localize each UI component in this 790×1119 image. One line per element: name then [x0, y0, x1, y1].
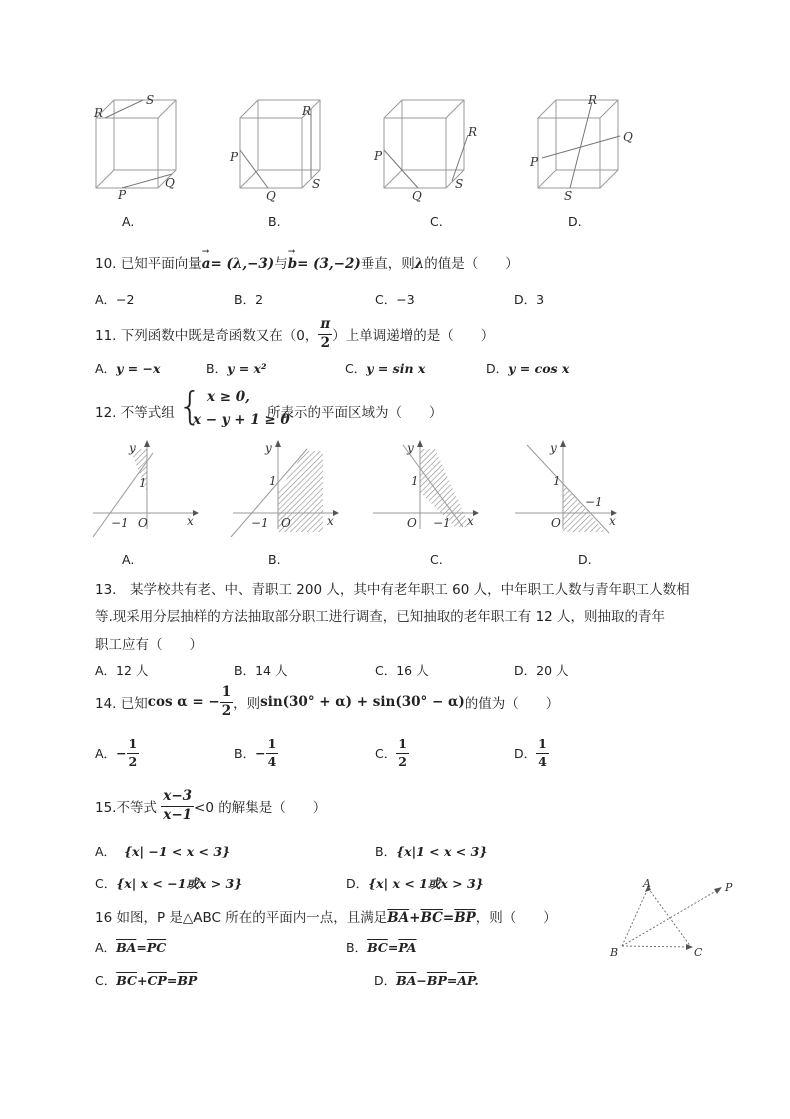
- q12-a-origin: O: [138, 516, 148, 530]
- q12-b-x-label: x: [327, 514, 334, 528]
- q16-option-a[interactable]: A．$\overline{BA}=\overline{PC}$: [95, 940, 167, 955]
- q12-b-y-label: y: [265, 441, 272, 455]
- q12-option-a[interactable]: A.: [122, 552, 135, 567]
- q13-option-d[interactable]: D．20 人: [514, 663, 569, 678]
- q13-line3: 职工应有（ ）: [95, 637, 203, 653]
- q9-option-d[interactable]: D.: [568, 214, 582, 229]
- q16-option-b[interactable]: B．$\overline{BC}=\overline{PA}$: [346, 940, 417, 955]
- q12-a-one: 1: [139, 476, 147, 490]
- q12-c-one: 1: [411, 474, 419, 488]
- q14-text-mid: ，则: [233, 696, 261, 712]
- q12-b-one: 1: [269, 474, 277, 488]
- cube-c: [384, 100, 468, 188]
- q11-option-d[interactable]: D．y = cos x: [486, 361, 570, 376]
- q14-stem: [95, 686, 559, 718]
- q10-lambda: λ: [414, 256, 425, 272]
- q11-text-post: ）上单调递增的是（ ）: [332, 328, 495, 344]
- q16-vec-ba: $\overline{BA}$: [387, 910, 410, 926]
- q10-vec-a: → a= (λ,−3): [201, 247, 275, 272]
- q9-figures: [80, 88, 660, 203]
- q11-option-c[interactable]: C．y = sin x: [345, 361, 426, 376]
- q9-option-c[interactable]: C.: [430, 214, 443, 229]
- q15-fraction: $\frac{x-3}{x-1}$: [163, 788, 193, 823]
- q13-line2: 等.现采用分层抽样的方法抽取部分职工进行调查，已知抽取的老年职工有 12 人，则抽取的青年: [95, 609, 666, 625]
- q14-expr: sin(30° + α) + sin(30° − α): [260, 694, 465, 710]
- q12-figures: [85, 437, 625, 537]
- q16-vec-bc: $\overline{BC}$: [420, 910, 443, 926]
- cube-c-label-s: S: [455, 177, 464, 191]
- q9-option-a[interactable]: A.: [122, 214, 135, 229]
- arrow-p-icon: [714, 887, 722, 894]
- q11-text-pre: 11. 下列函数中既是奇函数又在（0，: [95, 328, 319, 344]
- q15-option-a[interactable]: A． {x| −1 < x < 3}: [95, 844, 231, 859]
- cube-d-label-q: Q: [623, 130, 633, 144]
- q16-fig-label-b: B: [610, 946, 619, 959]
- q15-option-b[interactable]: B．{x|1 < x < 3}: [375, 844, 488, 859]
- q12-a-x-label: x: [187, 514, 194, 528]
- q14-cos-expr: cos α = −: [147, 694, 220, 710]
- q12-b-neg-one: −1: [251, 516, 269, 530]
- q10-vec-b: → b= (3,−2): [287, 247, 361, 272]
- cube-b-label-s: S: [312, 177, 321, 191]
- q10-option-a[interactable]: A．−2: [95, 292, 135, 307]
- q13-line1: 13. 某学校共有老、中、青职工 200 人，其中有老年职工 60 人，中年职工人数与青年职工人数相: [95, 582, 690, 598]
- q12-graph-a: [93, 440, 199, 537]
- q12-d-y-label: y: [550, 441, 557, 455]
- cube-c-label-q: Q: [412, 189, 422, 203]
- q16-fig-label-a: A: [643, 877, 651, 890]
- q16-fig-label-p: P: [725, 881, 733, 894]
- q12-option-d[interactable]: D.: [578, 552, 592, 567]
- q12-d-neg-one: −1: [585, 495, 603, 509]
- arrow-c-icon: [686, 944, 693, 950]
- q13-option-a[interactable]: A．12 人: [95, 663, 149, 678]
- cube-d-label-p: P: [530, 155, 539, 169]
- q12-line2: x − y + 1 ≥ 0: [193, 412, 290, 428]
- q10-number: 10.: [95, 256, 117, 272]
- cube-c-label-r: R: [468, 125, 478, 139]
- q10-text-post2: 的值是（ ）: [424, 256, 519, 272]
- q16-eq: =: [442, 910, 455, 926]
- cube-b-label-q: Q: [266, 189, 276, 203]
- q16-text-pre: 16 如图，P 是△ABC 所在的平面内一点，且满足: [95, 910, 388, 926]
- cube-b-label-r: R: [302, 104, 312, 118]
- cube-a-label-q: Q: [165, 176, 175, 190]
- q12-c-y-label: y: [407, 441, 414, 455]
- q12-d-x-label: x: [609, 514, 616, 528]
- q12-c-x-label: x: [467, 514, 474, 528]
- q10-text-mid: 与: [274, 256, 288, 272]
- q16-fig-label-c: C: [694, 946, 703, 959]
- q12-d-origin: O: [551, 516, 561, 530]
- q10-option-c[interactable]: C．−3: [375, 292, 415, 307]
- q12-line1: x ≥ 0,: [207, 389, 250, 405]
- q10-option-b[interactable]: B．2: [234, 292, 264, 307]
- q14-fraction: $\frac{1}{2}$: [221, 684, 232, 719]
- q11-stem: [95, 318, 494, 350]
- q12-graph-c: [373, 440, 479, 530]
- q10-text-post: 垂直，则: [360, 256, 415, 272]
- cube-a: [96, 100, 176, 188]
- q14-option-c[interactable]: C． $\frac{1}{2}$: [375, 736, 407, 769]
- q11-option-b[interactable]: B．y = x²: [206, 361, 267, 376]
- q14-option-d[interactable]: D． $\frac{1}{4}$: [514, 736, 547, 769]
- cube-b-label-p: P: [230, 150, 239, 164]
- cube-d: [538, 100, 620, 188]
- q10-option-d[interactable]: D．3: [514, 292, 545, 307]
- q13-option-c[interactable]: C．16 人: [375, 663, 429, 678]
- q12-c-neg-one: −1: [433, 516, 451, 530]
- cube-a-label-r: R: [94, 106, 104, 120]
- q12-b-origin: O: [281, 516, 291, 530]
- q16-vec-bp: $\overline{BP}$: [454, 910, 476, 926]
- q16-option-d[interactable]: D．$\overline{BA}-\overline{BP}=\overline{AP}$.: [374, 973, 479, 988]
- q12-d-one: 1: [553, 474, 561, 488]
- q15-text-post: <0 的解集是（ ）: [194, 800, 327, 816]
- q14-option-a[interactable]: A．− $\frac{1}{2}$: [95, 736, 138, 769]
- cube-a-label-s: S: [146, 93, 155, 107]
- q15-option-c[interactable]: C．{x| x < −1或x > 3}: [95, 876, 243, 891]
- q16-option-c[interactable]: C．$\overline{BC}+\overline{CP}=\overline{BP}$: [95, 973, 198, 988]
- q14-option-b[interactable]: B．− $\frac{1}{4}$: [234, 736, 277, 769]
- q16-stem: [95, 906, 557, 926]
- q15-option-d[interactable]: D．{x| x < 1或x > 3}: [346, 876, 484, 891]
- q10-text-pre: 已知平面向量: [120, 256, 202, 272]
- q12-c-origin: O: [407, 516, 417, 530]
- q12-a-neg-one: −1: [111, 516, 129, 530]
- q9-option-b[interactable]: B.: [268, 214, 281, 229]
- q12-graph-d: [515, 440, 617, 533]
- q12-text-post: 所表示的平面区域为（ ）: [267, 405, 443, 421]
- brace-icon: {: [178, 384, 203, 428]
- q16-text-post: ，则（ ）: [475, 910, 557, 926]
- cube-d-label-s: S: [564, 189, 573, 203]
- q15-stem: [95, 790, 326, 822]
- q12-text-pre: 12. 不等式组: [95, 405, 175, 421]
- q14-text-pre: 14. 已知: [95, 696, 148, 712]
- cube-a-label-p: P: [118, 188, 127, 202]
- q12-option-b[interactable]: B.: [268, 552, 281, 567]
- q11-option-a[interactable]: A．y = −x: [95, 361, 161, 376]
- cube-d-label-r: R: [588, 93, 598, 107]
- q12-graph-b: [231, 440, 339, 537]
- q12-option-c[interactable]: C.: [430, 552, 443, 567]
- q14-text-post: 的值为（ ）: [464, 696, 560, 712]
- q16-figure: [605, 876, 740, 961]
- q10-stem: [95, 247, 519, 272]
- q12-a-y-label: y: [129, 441, 136, 455]
- q16-plus: +: [409, 910, 421, 926]
- cube-c-label-p: P: [374, 149, 383, 163]
- q13-option-b[interactable]: B．14 人: [234, 663, 288, 678]
- q15-text-pre: 15.不等式: [95, 800, 157, 816]
- q11-fraction: $\frac{\pi}{2}$: [320, 316, 331, 351]
